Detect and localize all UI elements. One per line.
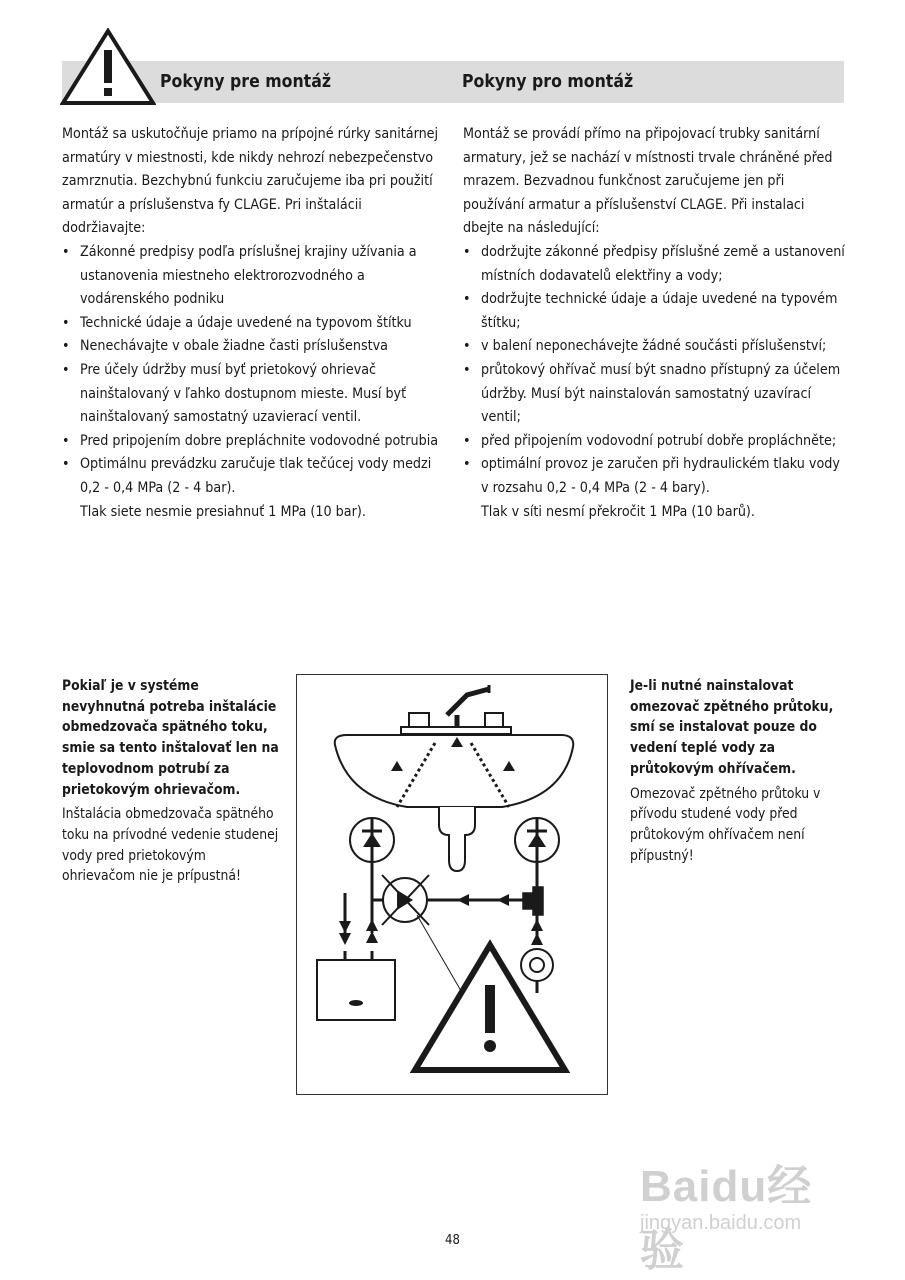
right-note: [630, 676, 845, 866]
baidu-watermark: [640, 1140, 855, 1275]
left-intro: Montáž sa uskutočňuje priamo na prípojné rúrky sanitárnej armatúry v miestnosti, kde nikdy nehrozí nebezpečenstvo zamrznutia. Bezchybnú funkciu zaručujeme iba pri použití armatúr a príslušenstva fy CLAGE. Pri inštalácii dodržiavajte:: [62, 126, 439, 237]
header-title-czech: Pokyny pro montáž: [462, 72, 634, 92]
page-number: 48: [445, 1233, 460, 1248]
header-title-slovak: Pokyny pre montáž: [160, 72, 331, 92]
list-item: • Pred pripojením dobre prepláchnite vodovodné potrubia: [62, 430, 442, 454]
left-note: [62, 676, 280, 887]
diagram-svg: [297, 675, 607, 1094]
watermark-brand: Baidu经验: [640, 1162, 813, 1275]
right-column: [463, 123, 845, 524]
right-note-bold: Je-li nutné nainstalovat omezovač zpětného průtoku, smí se instalovat pouze do vedení teplé vody za průtokovým ohřívačem.: [630, 678, 834, 777]
installation-diagram: [296, 674, 608, 1095]
list-item: • Pre účely údržby musí byť prietokový ohrievač nainštalovaný v ľahko dostupnom mieste. Musí byť nainštalovaný samostatný uzavierací ventil.: [62, 359, 442, 430]
list-item: • Zákonné predpisy podľa príslušnej krajiny užívania a ustanovenia miestneho elektrorozvodného a vodárenského podniku: [62, 241, 442, 312]
right-bullet-list: [463, 241, 845, 524]
list-item: • Nenechávajte v obale žiadne časti príslušenstva: [62, 335, 442, 359]
right-intro: Montáž se provádí přímo na připojovací trubky sanitární armatury, jež se nachází v místnosti trvale chráněné před mrazem. Bezvadnou funkčnost zaručujeme jen při používání armatur a příslušenství CLAGE. Při instalaci dbejte na následující:: [463, 126, 833, 237]
left-column: [62, 123, 442, 524]
list-item-text: optimální provoz je zaručen při hydraulickém tlaku vody v rozsahu 0,2 - 0,4 MPa (2 - 4 bary).: [481, 456, 840, 496]
list-item: • Technické údaje a údaje uvedené na typovom štítku: [62, 312, 442, 336]
water-heater-icon: [317, 960, 395, 1020]
list-item: • dodržujte zákonné předpisy příslušné země a ustanovení místních dodavatelů elektřiny a vody;: [463, 241, 845, 288]
warning-triangle-icon: [60, 28, 156, 106]
list-item-extra: Tlak siete nesmie presiahnuť 1 MPa (10 bar).: [80, 503, 366, 520]
left-note-bold: Pokiaľ je v systéme nevyhnutná potreba inštalácie obmedzovača spätného toku, smie sa tento inštalovať len na teplovodnom potrubí za prietokovým ohrievačom.: [62, 678, 279, 798]
watermark-url: jingyan.baidu.com: [640, 1212, 802, 1234]
list-item: [463, 453, 845, 524]
list-item-extra: Tlak v síti nesmí překročit 1 MPa (10 barů).: [481, 503, 755, 520]
list-item-text: Optimálnu prevádzku zaručuje tlak tečúcej vody medzi 0,2 - 0,4 MPa (2 - 4 bar).: [80, 456, 432, 496]
faucet-icon: [401, 685, 511, 734]
left-note-text: Inštalácia obmedzovača spätného toku na prívodné vedenie studenej vody pred prietokovým ohrievačom nie je prípustná!: [62, 806, 279, 885]
left-bullet-list: [62, 241, 442, 524]
list-item: • dodržujte technické údaje a údaje uvedené na typovém štítku;: [463, 288, 845, 335]
list-item: • v balení neponechávejte žádné součásti příslušenství;: [463, 335, 845, 359]
right-note-text: Omezovač zpětného průtoku v přívodu studené vody před průtokovým ohřívačem není přípustný!: [630, 785, 821, 864]
list-item: [62, 453, 442, 524]
list-item: • průtokový ohřívač musí být snadno přístupný za účelem údržby. Musí být nainstalován samostatný uzavírací ventil;: [463, 359, 845, 430]
siphon-icon: [439, 807, 475, 871]
list-item: • před připojením vodovodní potrubí dobře propláchněte;: [463, 430, 845, 454]
